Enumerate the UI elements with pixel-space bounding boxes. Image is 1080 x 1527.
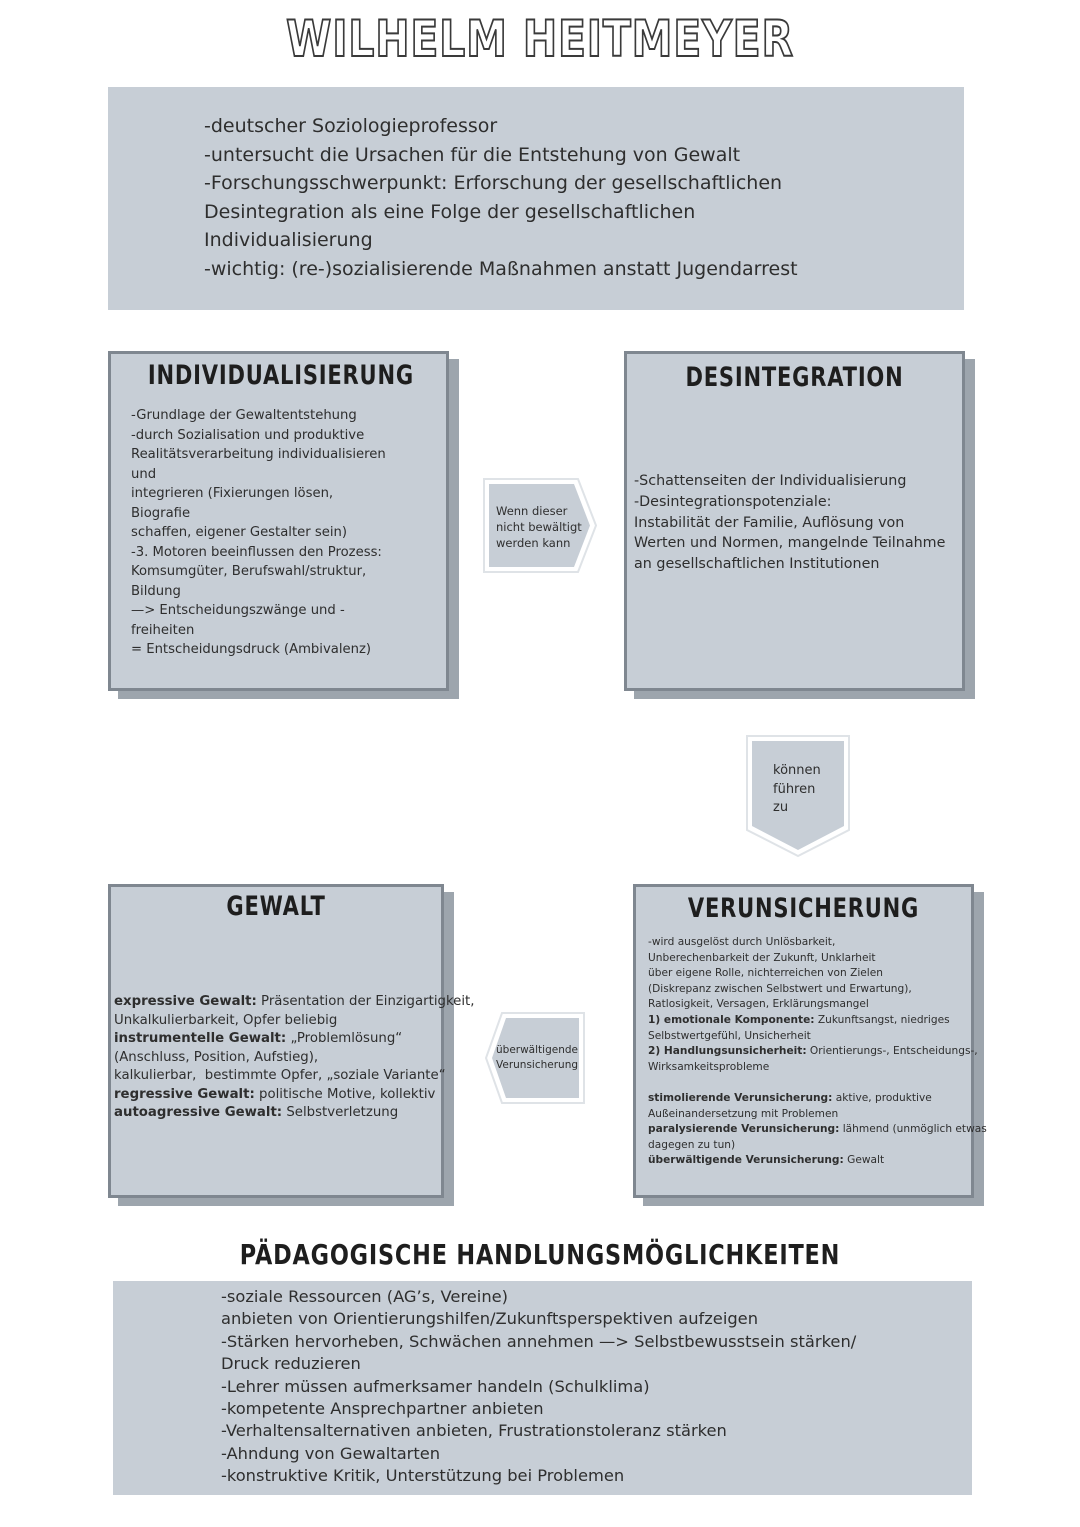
- term-description: „Problemlösung“: [286, 1031, 403, 1046]
- text-line: Bildung: [131, 583, 181, 599]
- intro-line: Desintegration als eine Folge der gesellschaftlichen: [204, 200, 696, 223]
- intro-line: -untersucht die Ursachen für die Entstehung von Gewalt: [204, 143, 741, 166]
- term-description: lähmend (unmöglich etwas: [839, 1123, 987, 1136]
- text-line: -Grundlage der Gewaltentstehung: [131, 408, 357, 423]
- arrow-label-line: können: [773, 763, 821, 778]
- term-label: 1) emotionale Komponente:: [648, 1013, 815, 1026]
- text-line: [114, 1030, 475, 1049]
- text-line: -Desintegrationspotenziale:: [634, 493, 832, 510]
- text-line: -Stärken hervorheben, Schwächen annehmen —> Selbstbewusstsein stärken/: [221, 1331, 857, 1351]
- text-line: -soziale Ressourcen (AG’s, Vereine): [221, 1287, 509, 1306]
- term-label: expressive Gewalt:: [114, 994, 257, 1009]
- term-description: dagegen zu tun): [648, 1138, 736, 1151]
- desintegration-heading: DESINTEGRATION: [685, 362, 904, 393]
- text-line: [114, 1049, 475, 1068]
- text-line: [648, 951, 987, 967]
- term-description: Präsentation der Einzigartigkeit,: [256, 994, 475, 1009]
- text-line: [114, 1012, 475, 1031]
- arrow-down-label: [773, 762, 821, 818]
- arrow-label-line: nicht bewältigt: [496, 520, 582, 534]
- arrow-label-line: zu: [773, 800, 789, 815]
- text-line: [114, 1067, 475, 1086]
- text-line: -Verhaltensalternativen anbieten, Frustrationstoleranz stärken: [221, 1421, 727, 1441]
- text-line: freiheiten: [131, 622, 195, 638]
- intro-line: -Forschungsschwerpunkt: Erforschung der gesellschaftlichen: [204, 172, 783, 194]
- term-label: stimolierende Verunsicherung:: [648, 1091, 833, 1104]
- text-line: Komsumgüter, Berufswahl/struktur,: [131, 564, 367, 579]
- arrow-label-line: Wenn dieser: [496, 504, 568, 518]
- term-description: [648, 1076, 651, 1088]
- paedagogik-heading: PÄDAGOGISCHE HANDLUNGSMÖGLICHKEITEN: [239, 1238, 841, 1271]
- term-description: Unkalkulierbarkeit, Opfer beliebig: [114, 1012, 338, 1028]
- term-label: regressive Gewalt:: [114, 1086, 255, 1102]
- term-label: instrumentelle Gewalt:: [114, 1031, 287, 1046]
- term-description: (Anschluss, Position, Aufstieg),: [114, 1049, 319, 1065]
- text-line: -Ahndung von Gewaltarten: [221, 1443, 441, 1463]
- text-line: -Lehrer müssen aufmerksamer handeln (Schulklima): [221, 1376, 650, 1396]
- term-label: 2) Handlungsunsicherheit:: [648, 1045, 807, 1058]
- arrow-left-connector: [484, 1011, 586, 1105]
- text-line: Instabilität der Familie, Auflösung von: [634, 514, 905, 531]
- term-description: politische Motive, kollektiv: [254, 1086, 436, 1102]
- text-line: Realitätsverarbeitung individualisieren: [131, 447, 386, 462]
- individualisierung-box: [108, 351, 449, 691]
- verunsicherung-box: [633, 884, 987, 1198]
- text-line: an gesellschaftlichen Institutionen: [634, 556, 880, 573]
- text-line: anbieten von Orientierungshilfen/Zukunftsperspektiven aufzeigen: [221, 1309, 759, 1329]
- term-description: -wird ausgelöst durch Unlösbarkeit,: [648, 936, 836, 948]
- text-line: [648, 1138, 987, 1154]
- paedagogik-text: [221, 1286, 856, 1488]
- individualisierung-heading: INDIVIDUALISIERUNG: [147, 360, 414, 391]
- text-line: Werten und Normen, mangelnde Teilnahme: [634, 535, 946, 552]
- text-line: = Entscheidungsdruck (Ambivalenz): [131, 642, 372, 657]
- text-line: -kompetente Ansprechpartner anbieten: [221, 1399, 544, 1419]
- text-line: [648, 1122, 987, 1138]
- gewalt-box: [108, 884, 475, 1198]
- text-line: und: [131, 466, 157, 482]
- text-line: [648, 1107, 987, 1123]
- term-description: Wirksamkeitsprobleme: [648, 1060, 770, 1073]
- term-description: Zukunftsangst, niedriges: [814, 1013, 950, 1026]
- term-label: autoagressive Gewalt:: [114, 1105, 283, 1120]
- intro-line: -deutscher Soziologieprofessor: [204, 115, 498, 137]
- verunsicherung-heading: VERUNSICHERUNG: [687, 893, 920, 924]
- text-line: schaffen, eigener Gestalter sein): [131, 525, 348, 540]
- page-title: WILHELM HEITMEYER: [286, 10, 794, 68]
- text-line: [648, 982, 987, 998]
- intro-line: Individualisierung: [204, 229, 373, 251]
- gewalt-text: [114, 993, 475, 1123]
- arrow-left-label: [496, 1043, 578, 1072]
- text-line: [648, 1013, 987, 1029]
- arrow-label-line: werden kann: [496, 536, 571, 550]
- text-line: [114, 993, 475, 1012]
- text-line: -3. Motoren beeinflussen den Prozess:: [131, 544, 382, 560]
- arrow-right-connector: [482, 477, 598, 574]
- verunsicherung-text: [648, 935, 987, 1169]
- individualisierung-text: [131, 406, 386, 660]
- text-line: [648, 935, 987, 951]
- intro-panel: [108, 87, 964, 310]
- text-line: [648, 1153, 987, 1169]
- term-description: aktive, produktive: [832, 1091, 932, 1104]
- term-description: Ratlosigkeit, Versagen, Erklärungsmangel: [648, 998, 869, 1011]
- term-description: Unberechenbarkeit der Zukunft, Unklarheit: [648, 951, 876, 964]
- term-description: (Diskrepanz zwischen Selbstwert und Erwartung),: [648, 982, 912, 995]
- term-label: paralysierende Verunsicherung:: [648, 1123, 840, 1136]
- paedagogik-panel: [113, 1281, 972, 1495]
- desintegration-box: [624, 351, 965, 691]
- term-description: Gewalt: [843, 1154, 885, 1167]
- arrow-label-line: überwältigende: [496, 1044, 578, 1056]
- text-line: [114, 1104, 475, 1123]
- text-line: [648, 1075, 987, 1091]
- text-line: [648, 1044, 987, 1060]
- intro-text: [204, 112, 944, 283]
- term-description: Außeinandersetzung mit Problemen: [648, 1107, 839, 1120]
- text-line: -konstruktive Kritik, Unterstützung bei Problemen: [221, 1466, 625, 1486]
- text-line: Druck reduzieren: [221, 1354, 361, 1374]
- text-line: Biografie: [131, 505, 191, 521]
- text-line: integrieren (Fixierungen lösen,: [131, 486, 334, 501]
- text-line: [648, 966, 987, 982]
- arrow-label-line: führen: [773, 781, 816, 797]
- intro-line: -wichtig: (re-)sozialisierende Maßnahmen anstatt Jugendarrest: [204, 257, 798, 280]
- text-line: [648, 997, 987, 1013]
- term-description: Orientierungs-, Entscheidungs-,: [806, 1045, 978, 1058]
- term-description: Selbstwertgefühl, Unsicherheit: [648, 1029, 811, 1042]
- text-line: [648, 1091, 987, 1107]
- gewalt-heading: GEWALT: [226, 891, 326, 922]
- term-description: über eigene Rolle, nichterreichen von Zielen: [648, 967, 883, 980]
- text-line: -Schattenseiten der Individualisierung: [634, 473, 907, 489]
- arrow-down-connector: [745, 734, 851, 858]
- desintegration-text: [634, 471, 945, 575]
- arrow-right-label: [496, 503, 582, 551]
- text-line: [648, 1060, 987, 1076]
- text-line: —> Entscheidungszwänge und -: [131, 603, 345, 618]
- text-line: [114, 1086, 475, 1105]
- term-label: überwältigende Verunsicherung:: [648, 1154, 844, 1167]
- arrow-label-line: Verunsicherung: [496, 1058, 579, 1071]
- term-description: Selbstverletzung: [282, 1105, 399, 1120]
- text-line: [648, 1029, 987, 1045]
- text-line: -durch Sozialisation und produktive: [131, 427, 365, 443]
- term-description: kalkulierbar, bestimmte Opfer, „soziale Variante“: [114, 1068, 446, 1083]
